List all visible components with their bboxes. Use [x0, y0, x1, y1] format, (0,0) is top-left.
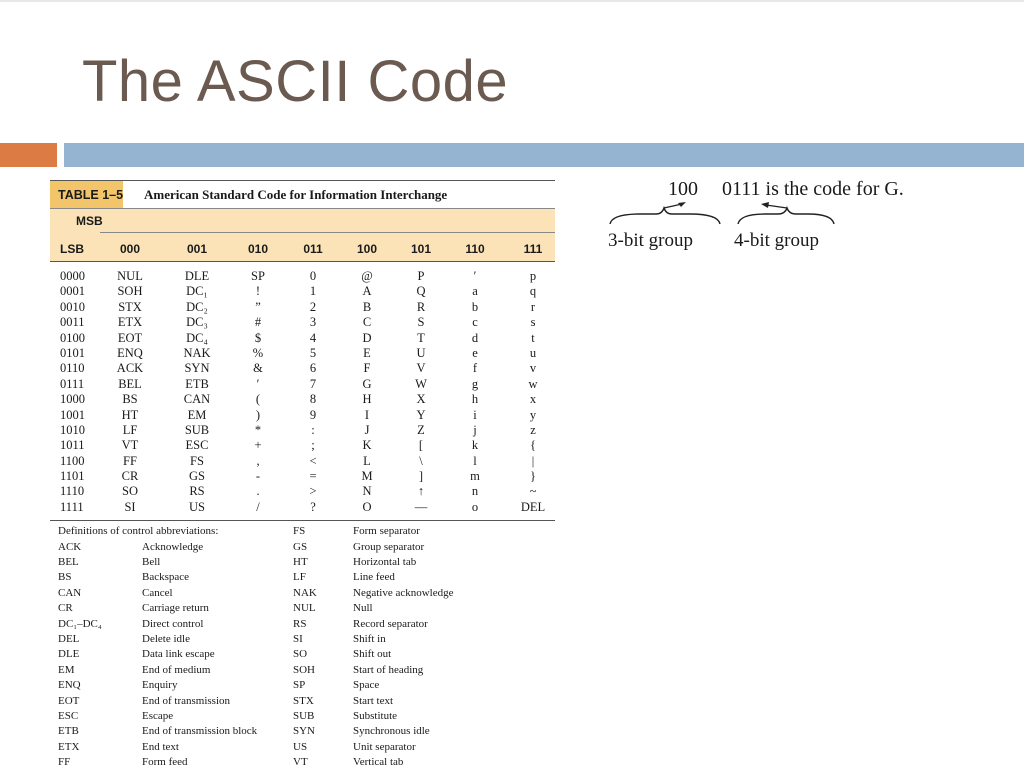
- table-cell: STX: [118, 299, 142, 314]
- definition-abbr: ETX: [58, 740, 80, 753]
- table-cell: U: [416, 345, 426, 360]
- definition-row: [285, 555, 555, 570]
- table-cell: |: [531, 453, 535, 468]
- definition-abbr: EM: [58, 663, 75, 676]
- table-cell: ]: [418, 469, 424, 484]
- table-cell: :: [311, 422, 315, 437]
- table-cell: US: [189, 499, 205, 514]
- lsb-code: 1111: [60, 499, 84, 514]
- table-cell: ): [255, 407, 261, 422]
- table-cell: z: [530, 422, 536, 437]
- lsb-code: 0001: [60, 284, 85, 299]
- table-cell: V: [416, 361, 426, 376]
- definition-desc: Record separator: [353, 617, 428, 630]
- table-cell: .: [256, 484, 260, 499]
- table-cell: X: [416, 392, 426, 407]
- table-cell: y: [529, 407, 537, 422]
- definition-desc: Synchronous idle: [353, 725, 430, 738]
- lsb-code: 1110: [60, 484, 85, 499]
- table-cell: +: [254, 438, 262, 453]
- table-cell: C: [362, 315, 372, 330]
- definition-desc: Cancel: [142, 586, 173, 599]
- table-cell: SUB: [184, 422, 210, 437]
- lsb-code: 1011: [60, 438, 85, 453]
- definition-row: [285, 709, 555, 724]
- table-cell: I: [364, 407, 370, 422]
- definition-row: [285, 586, 555, 601]
- table-cell: ”: [255, 299, 261, 314]
- table-cell: ,: [256, 453, 260, 468]
- table-row: [50, 438, 555, 453]
- definition-desc: Direct control: [142, 617, 204, 630]
- table-cell: CAN: [183, 392, 211, 407]
- top-border-line: [0, 0, 1024, 2]
- table-cell: P: [417, 269, 425, 283]
- definition-desc: End of medium: [142, 663, 211, 676]
- definition-row: [285, 524, 555, 539]
- table-cell: f: [472, 361, 478, 376]
- definition-desc: Enquiry: [142, 679, 178, 692]
- lsb-code: 0111: [60, 376, 85, 391]
- table-cell: v: [529, 361, 537, 376]
- table-row: [50, 454, 555, 469]
- msb-column-header: 011: [303, 242, 323, 256]
- definition-desc: Start text: [353, 694, 394, 707]
- definition-desc: Backspace: [142, 571, 190, 584]
- table-cell: {: [530, 438, 536, 453]
- definition-abbr: GS: [293, 540, 308, 553]
- table-row: [50, 315, 555, 330]
- table-cell: SI: [124, 499, 136, 514]
- table-cell: n: [471, 484, 479, 499]
- table-cell: ETB: [185, 376, 209, 391]
- table-cell: S: [417, 315, 425, 330]
- definition-row: [285, 617, 555, 632]
- table-cell: !: [255, 284, 261, 299]
- table-row: [50, 423, 555, 438]
- table-cell: 1: [309, 284, 317, 299]
- table-cell: -: [255, 469, 261, 484]
- table-cell: K: [362, 438, 372, 453]
- definition-desc: Vertical tab: [353, 756, 404, 769]
- lsb-code: 0011: [60, 315, 85, 330]
- table-cell: Q: [416, 284, 426, 299]
- table-cell: J: [364, 422, 370, 437]
- definition-desc: Delete idle: [142, 633, 190, 646]
- definition-abbr: BEL: [58, 556, 79, 569]
- table-cell: SO: [122, 484, 138, 499]
- table-cell: \: [419, 453, 423, 468]
- lsb-code: 1100: [60, 453, 85, 468]
- table-cell: DEL: [520, 499, 546, 514]
- definition-desc: End text: [142, 740, 179, 753]
- table-cell: ENQ: [117, 345, 143, 360]
- definition-desc: Start of heading: [353, 663, 424, 676]
- definition-desc: End of transmission: [142, 694, 230, 707]
- table-cell: W: [415, 376, 427, 391]
- table-cell: 4: [309, 330, 317, 345]
- definition-abbr: ETB: [58, 725, 79, 738]
- definition-abbr: SYN: [293, 725, 316, 738]
- table-cell: }: [530, 469, 536, 484]
- msb-column-header: 110: [465, 242, 485, 256]
- table-cell: 5: [309, 345, 317, 360]
- definition-desc: Form separator: [353, 525, 420, 538]
- table-cell: M: [361, 469, 373, 484]
- table-cell: N: [362, 484, 372, 499]
- definition-row: [285, 540, 555, 555]
- table-cell: 9: [309, 407, 317, 422]
- code-example: [600, 178, 940, 268]
- definition-desc: Horizontal tab: [353, 556, 417, 569]
- table-cell: k: [471, 438, 479, 453]
- definition-row: [285, 632, 555, 647]
- table-cell: T: [417, 330, 425, 345]
- table-cell: (: [255, 392, 261, 407]
- table-cell: /: [256, 499, 260, 514]
- table-cell: 0: [309, 269, 317, 283]
- table-row: [50, 331, 555, 346]
- table-cell: q: [529, 284, 537, 299]
- lsb-code: 0010: [60, 299, 85, 314]
- table-cell: O: [362, 499, 372, 514]
- table-cell: %: [252, 345, 264, 360]
- table-cell: ;: [311, 438, 315, 453]
- definition-row: [285, 647, 555, 662]
- table-cell: >: [309, 484, 317, 499]
- table-cell: L: [363, 453, 371, 468]
- table-row: [50, 346, 555, 361]
- definition-abbr: CAN: [58, 586, 82, 599]
- table-row: [50, 408, 555, 423]
- table-cell: SYN: [184, 361, 210, 376]
- definitions: [50, 524, 555, 770]
- definition-desc: Bell: [142, 556, 161, 569]
- msb-column-header: 000: [119, 242, 141, 256]
- lsb-code: 0100: [60, 330, 85, 345]
- table-cell: ′: [473, 269, 477, 283]
- table-cell: RS: [189, 484, 205, 499]
- table-cell: NUL: [117, 269, 143, 283]
- table-row: [50, 269, 555, 284]
- table-cell: c: [472, 315, 478, 330]
- table-cell: BS: [122, 392, 138, 407]
- table-cell: ?: [310, 499, 316, 514]
- definition-abbr: ACK: [58, 540, 82, 553]
- table-cell: a: [472, 284, 478, 299]
- definition-row: [285, 663, 555, 678]
- definition-abbr: SOH: [293, 663, 316, 676]
- slide-title: The ASCII Code: [82, 49, 509, 114]
- definition-desc: Substitute: [353, 710, 398, 723]
- table-cell: DC₂: [186, 299, 208, 314]
- lsb-code: 1010: [60, 422, 85, 437]
- table-cell: DC₃: [186, 315, 208, 330]
- definition-desc: Line feed: [353, 571, 395, 584]
- definition-abbr: SO: [293, 648, 308, 661]
- definition-abbr: CR: [58, 602, 73, 615]
- label-3bit-group: 3-bit group: [608, 230, 693, 251]
- table-cell: BEL: [118, 376, 142, 391]
- definition-desc: End of transmission block: [142, 725, 258, 738]
- msb-column-header: 100: [356, 242, 378, 256]
- table-cell: j: [473, 422, 477, 437]
- table-cell: p: [529, 269, 537, 283]
- definition-abbr: ENQ: [58, 679, 81, 692]
- definition-desc: Shift in: [353, 633, 386, 646]
- definition-abbr: VT: [293, 756, 308, 769]
- definition-desc: Negative acknowledge: [353, 586, 454, 599]
- table-row: [50, 500, 555, 515]
- lsb-label: LSB: [60, 242, 84, 256]
- definition-abbr: SI: [293, 633, 303, 646]
- table-cell: #: [254, 315, 262, 330]
- msb-column-header: 111: [523, 242, 543, 256]
- definition-abbr: SUB: [293, 710, 315, 723]
- definition-row: [285, 570, 555, 585]
- definition-abbr: LF: [293, 571, 306, 584]
- table-cell: EOT: [117, 330, 143, 345]
- accent-bar-blue: [64, 143, 1024, 167]
- table-cell: x: [529, 392, 537, 407]
- table-cell: l: [473, 453, 477, 468]
- label-4bit-group: 4-bit group: [734, 230, 819, 251]
- table-row: [50, 392, 555, 407]
- definition-abbr: DLE: [58, 648, 80, 661]
- table-cell: @: [361, 269, 373, 283]
- msb-column-header: 101: [410, 242, 432, 256]
- table-cell: CR: [121, 469, 139, 484]
- table-row: [50, 469, 555, 484]
- definition-row: [285, 601, 555, 616]
- table-cell: G: [362, 376, 372, 391]
- lsb-code: 1000: [60, 392, 85, 407]
- arrow-head-4bit: [761, 202, 769, 208]
- table-cell: ′: [256, 376, 260, 391]
- definition-row: [285, 694, 555, 709]
- table-cell: LF: [122, 422, 138, 437]
- definition-desc: Group separator: [353, 540, 425, 553]
- msb-label: MSB: [76, 214, 103, 228]
- definition-abbr: US: [293, 740, 308, 753]
- msb-column-header: 010: [247, 242, 269, 256]
- definition-abbr: FF: [58, 756, 71, 769]
- table-cell: =: [309, 469, 317, 484]
- brace-3bit: [610, 208, 720, 224]
- table-cell: FS: [190, 453, 204, 468]
- table-cell: Z: [417, 422, 425, 437]
- definition-row: [285, 755, 555, 770]
- table-body: [50, 262, 555, 521]
- table-cell: FF: [123, 453, 137, 468]
- table-cell: *: [254, 422, 262, 437]
- definition-abbr: STX: [293, 694, 314, 707]
- table-cell: DLE: [184, 269, 210, 283]
- table-row: [50, 284, 555, 299]
- table-cell: GS: [189, 469, 205, 484]
- table-cell: m: [470, 469, 480, 484]
- definition-row: [285, 678, 555, 693]
- table-cell: SOH: [117, 284, 143, 299]
- definition-desc: Space: [353, 679, 380, 692]
- code-rest: 0111 is the code for G.: [722, 178, 904, 200]
- table-cell: 8: [309, 392, 317, 407]
- definition-desc: Unit separator: [353, 740, 416, 753]
- table-cell: b: [471, 299, 479, 314]
- definition-abbr: DEL: [58, 633, 80, 646]
- table-cell: e: [472, 345, 478, 360]
- definition-abbr: ESC: [58, 710, 79, 723]
- definition-desc: Data link escape: [142, 648, 215, 661]
- definition-desc: Null: [353, 602, 373, 615]
- table-cell: DC₁: [186, 284, 208, 299]
- table-row: [50, 377, 555, 392]
- definition-abbr: SP: [293, 679, 306, 692]
- table-cell: 6: [309, 361, 317, 376]
- table-cell: R: [416, 299, 426, 314]
- definition-abbr: NAK: [293, 586, 317, 599]
- table-cell: 7: [309, 376, 317, 391]
- table-cell: HT: [121, 407, 139, 422]
- table-cell: SP: [251, 269, 265, 283]
- table-caption-text: American Standard Code for Information Interchange: [144, 186, 448, 202]
- table-cell: Y: [416, 407, 426, 422]
- table-cell: 3: [309, 315, 317, 330]
- table-cell: B: [362, 299, 372, 314]
- table-cell: NAK: [183, 345, 211, 360]
- definition-row: [285, 740, 555, 755]
- table-cell: 2: [309, 299, 317, 314]
- table-caption: [50, 180, 555, 208]
- lsb-code: 1001: [60, 407, 85, 422]
- arrow-line-4bit: [766, 205, 787, 208]
- definition-abbr: RS: [293, 617, 307, 630]
- definition-abbr: FS: [293, 525, 306, 538]
- table-row: [50, 361, 555, 376]
- header-divider: [100, 232, 555, 233]
- table-cell: <: [309, 453, 317, 468]
- table-cell: ~: [529, 484, 537, 499]
- table-label: TABLE 1–5: [58, 187, 124, 202]
- definition-abbr: DC₁–DC₄: [58, 617, 102, 630]
- lsb-code: 0110: [60, 361, 85, 376]
- table-cell: r: [530, 299, 536, 314]
- table-cell: o: [471, 499, 479, 514]
- definition-desc: Form feed: [142, 756, 188, 769]
- table-cell: g: [471, 376, 479, 391]
- definition-desc: Carriage return: [142, 602, 209, 615]
- table-header: [50, 208, 555, 262]
- definition-abbr: HT: [293, 556, 308, 569]
- table-cell: i: [473, 407, 477, 422]
- table-cell: ETX: [117, 315, 143, 330]
- table-cell: VT: [121, 438, 139, 453]
- lsb-code: 1101: [60, 469, 85, 484]
- table-cell: [: [418, 438, 424, 453]
- definition-abbr: BS: [58, 571, 72, 584]
- table-cell: F: [363, 361, 371, 376]
- lsb-code: 0101: [60, 345, 85, 360]
- table-cell: —: [414, 499, 428, 514]
- table-cell: h: [471, 392, 479, 407]
- table-cell: &: [253, 361, 263, 376]
- table-row: [50, 300, 555, 315]
- table-cell: w: [528, 376, 538, 391]
- table-cell: ACK: [116, 361, 144, 376]
- definition-desc: Escape: [142, 710, 174, 723]
- table-cell: $: [254, 330, 262, 345]
- table-row: [50, 484, 555, 499]
- table-cell: EM: [187, 407, 207, 422]
- table-cell: A: [362, 284, 372, 299]
- table-cell: D: [362, 330, 372, 345]
- table-cell: u: [529, 345, 537, 360]
- accent-bar-orange: [0, 143, 57, 167]
- lsb-code: 0000: [60, 269, 85, 283]
- arrow-head-3bit: [678, 202, 686, 207]
- table-cell: DC₄: [186, 330, 208, 345]
- ascii-table: [50, 180, 555, 771]
- code-msb: 100: [668, 178, 698, 200]
- definitions-title: Definitions of control abbreviations:: [58, 525, 219, 538]
- definition-abbr: NUL: [293, 602, 316, 615]
- table-cell: ↑: [417, 484, 425, 499]
- definition-abbr: EOT: [58, 694, 80, 707]
- table-cell: d: [471, 330, 479, 345]
- definition-desc: Shift out: [353, 648, 392, 661]
- table-cell: ESC: [185, 438, 209, 453]
- table-cell: t: [531, 330, 535, 345]
- table-cell: H: [362, 392, 372, 407]
- msb-column-header: 001: [186, 242, 208, 256]
- definition-row: [285, 724, 555, 739]
- table-cell: E: [363, 345, 371, 360]
- definition-desc: Acknowledge: [142, 540, 204, 553]
- table-cell: s: [530, 315, 536, 330]
- brace-4bit: [738, 208, 834, 224]
